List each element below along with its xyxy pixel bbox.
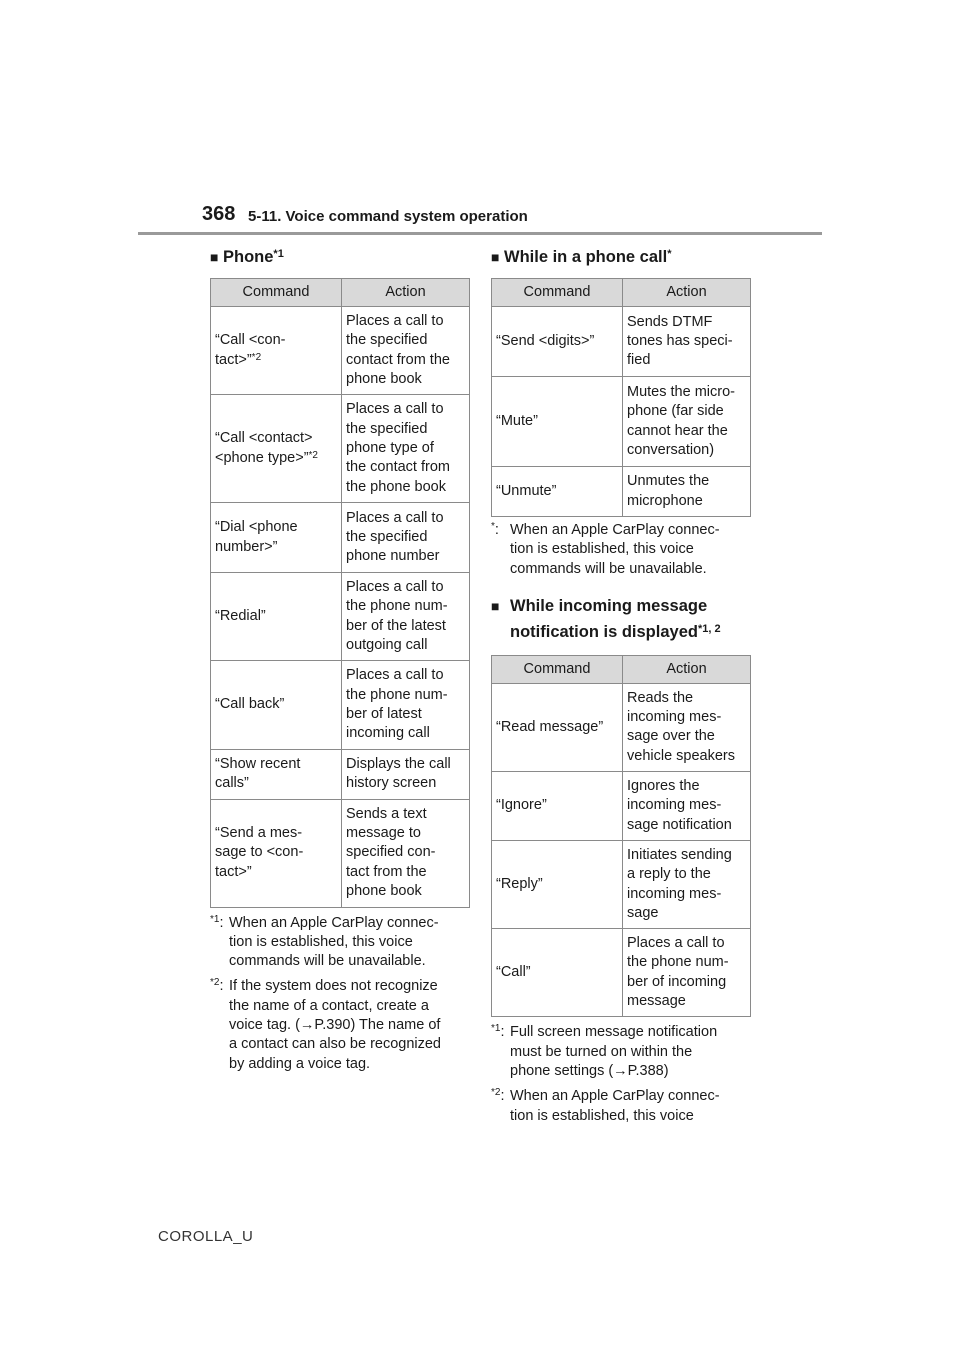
action-cell — [623, 307, 751, 377]
action-text: Ignores the incoming mes- sage notification — [627, 778, 732, 833]
footer-model-code: COROLLA_U — [158, 1228, 254, 1245]
phone-call-command-table — [491, 278, 751, 517]
message-command-table — [491, 655, 751, 1017]
phone-heading-footnote-mark: *1 — [273, 248, 284, 260]
column-header-command: Command — [211, 279, 342, 307]
footnote-mark: *: — [491, 521, 499, 538]
message-notification-heading-footnote-mark: *1, 2 — [697, 622, 721, 635]
command-text: “Call” — [496, 964, 531, 981]
action-text: Places a call to the phone num- ber of incoming message — [627, 935, 729, 1010]
table-header-row — [211, 279, 470, 307]
column-header-command: Command — [492, 279, 623, 307]
action-text: Places a call to the specified contact from the phone book — [346, 313, 450, 387]
header-rule — [138, 232, 822, 235]
phone-call-heading-footnote-mark: * — [667, 248, 672, 260]
table-header-row — [492, 279, 751, 307]
command-text: “Call <contact> <phone type>” — [215, 430, 313, 466]
phone-command-table — [210, 278, 470, 908]
action-text: Places a call to the specified phone number — [346, 509, 444, 565]
table-row — [492, 772, 751, 841]
table-row — [492, 377, 751, 467]
command-text: “Redial” — [215, 608, 266, 625]
command-cell — [492, 307, 623, 377]
command-cell — [492, 377, 623, 467]
command-cell — [492, 467, 623, 517]
action-cell — [623, 467, 751, 517]
table-row — [211, 307, 470, 395]
table-row — [492, 307, 751, 377]
phone-call-heading-text: While in a phone call — [504, 248, 668, 266]
action-cell — [342, 573, 470, 661]
table-row — [211, 661, 470, 749]
footnote-text: When an Apple CarPlay connec- tion is established, this voice commands will be unavailable. — [229, 914, 439, 970]
command-text: “Mute” — [496, 412, 538, 429]
footnote-mark: $^{*2}$: — [491, 1087, 505, 1105]
phone-call-heading — [491, 244, 751, 270]
action-cell — [342, 503, 470, 573]
command-cell — [211, 307, 342, 395]
footnote — [210, 914, 470, 972]
command-cell — [492, 840, 623, 928]
action-cell — [623, 377, 751, 467]
square-bullet-icon: ■ — [210, 249, 219, 265]
command-text: “Unmute” — [496, 482, 557, 499]
command-cell — [211, 503, 342, 573]
message-notification-heading-text: While incoming message notification is displayed — [510, 596, 708, 641]
command-footnote-mark: *2 — [251, 351, 262, 363]
action-cell — [342, 307, 470, 395]
command-text: “Send a mes- sage to <con- tact>” — [215, 825, 304, 880]
table-row — [492, 840, 751, 928]
footnote-text: When an Apple CarPlay connec- tion is established, this voice — [510, 1088, 720, 1124]
command-text: “Reply” — [496, 875, 543, 892]
action-text: Sends a text message to specified con- tact from the phone book — [346, 805, 436, 899]
action-text: Places a call to the phone num- ber of latest incoming call — [346, 667, 448, 742]
footnote — [491, 1087, 751, 1126]
action-text: Places a call to the specified phone type of the contact from the phone book — [346, 401, 450, 495]
command-cell — [211, 573, 342, 661]
command-text: “Show recent calls” — [215, 755, 301, 792]
action-cell — [342, 749, 470, 799]
action-text: Unmutes the microphone — [627, 473, 710, 509]
command-text: “Read message” — [496, 718, 604, 735]
action-cell — [623, 683, 751, 771]
action-text: Displays the call history screen — [346, 755, 451, 792]
action-text: Reads the incoming mes- sage over the vehicle speakers — [627, 689, 735, 764]
footnote-text: When an Apple CarPlay connec- tion is established, this voice commands will be unavailable. — [510, 522, 720, 577]
message-notification-heading — [491, 593, 751, 645]
command-footnote-mark: *2 — [308, 449, 318, 461]
phone-heading-text: Phone — [223, 248, 274, 266]
command-cell — [492, 772, 623, 841]
column-header-command: Command — [492, 655, 623, 683]
table-row — [211, 573, 470, 661]
square-bullet-icon: ■ — [491, 597, 500, 614]
table-row — [211, 395, 470, 503]
action-cell — [342, 799, 470, 907]
action-text: Sends DTMF tones has speci- fied — [627, 313, 733, 369]
action-cell — [623, 840, 751, 928]
action-cell — [623, 929, 751, 1017]
command-cell — [492, 683, 623, 771]
table-row — [492, 929, 751, 1017]
command-cell — [211, 799, 342, 907]
command-text: “Ignore” — [496, 797, 547, 814]
command-text: “Call back” — [215, 696, 285, 713]
square-bullet-icon: ■ — [491, 249, 500, 265]
footnote-text: If the system does not recognize the name of a contact, create a voice tag. (→P.390) The name of a contact can also be recognized by adding a voice tag. — [229, 978, 441, 1072]
footnote-mark: $^{*1}$: — [491, 1023, 505, 1041]
command-text: “Call <con- tact>” — [215, 332, 286, 368]
footnote — [491, 521, 751, 579]
table-row — [211, 799, 470, 907]
command-cell — [211, 395, 342, 503]
phone-heading — [210, 244, 470, 270]
action-text: Initiates sending a reply to the incoming mes- sage — [627, 846, 732, 921]
left-column — [210, 244, 470, 1074]
footnote-mark: $^{*1}$: — [210, 913, 224, 931]
column-header-action: Action — [342, 279, 470, 307]
table-row — [492, 467, 751, 517]
command-cell — [211, 661, 342, 749]
action-text: Places a call to the phone num- ber of the latest outgoing call — [346, 579, 448, 654]
action-text: Mutes the micro- phone (far side cannot hear the conversation) — [627, 383, 735, 458]
footnote-mark: $^{*2}$: — [210, 977, 224, 995]
table-header-row — [492, 655, 751, 683]
command-cell — [211, 749, 342, 799]
page-number: 368 — [202, 203, 236, 225]
action-cell — [342, 395, 470, 503]
column-header-action: Action — [623, 655, 751, 683]
action-cell — [623, 772, 751, 841]
table-row — [211, 749, 470, 799]
command-text: “Send <digits>” — [496, 332, 595, 349]
table-row — [211, 503, 470, 573]
command-text: “Dial <phone number>” — [215, 519, 298, 555]
column-header-action: Action — [623, 279, 751, 307]
footnote-text: Full screen message notification must be turned on within the phone settings (→P.388) — [510, 1024, 718, 1079]
right-column — [491, 244, 751, 1126]
footnote — [491, 1023, 751, 1081]
table-row — [492, 683, 751, 771]
action-cell — [342, 661, 470, 749]
command-cell — [492, 929, 623, 1017]
section-title: 5-11. Voice command system operation — [248, 208, 528, 225]
footnote — [210, 977, 470, 1073]
